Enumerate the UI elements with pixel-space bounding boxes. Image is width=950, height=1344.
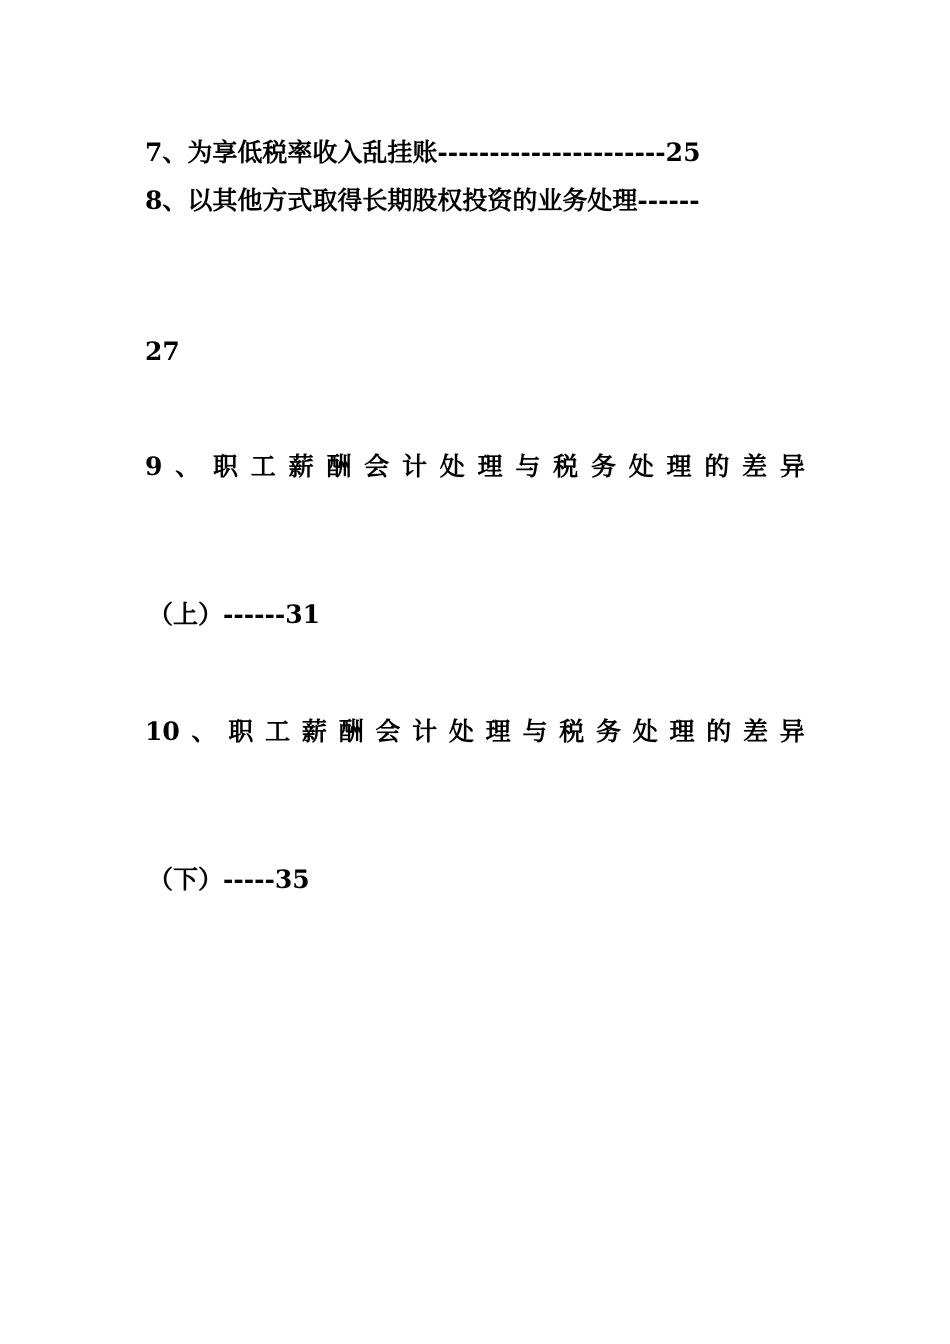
toc-char: 理 (666, 452, 692, 481)
toc-char: 9 (145, 452, 163, 481)
toc-char: 工 (265, 717, 291, 746)
toc-char: 处 (628, 452, 654, 481)
toc-char: 税 (559, 717, 585, 746)
toc-char: 酬 (326, 452, 352, 481)
toc-char: 处 (439, 452, 465, 481)
toc-entry-10-continuation: （下）-----35 (148, 865, 310, 894)
toc-char: 务 (590, 452, 616, 481)
toc-char: 薪 (288, 452, 314, 481)
toc-char: 差 (743, 717, 769, 746)
toc-char: 职 (228, 717, 254, 746)
toc-char: 、 (175, 452, 201, 481)
toc-entry-10 (145, 717, 805, 747)
toc-char: 会 (375, 717, 401, 746)
toc-char: 理 (485, 717, 511, 746)
toc-entry-7: 7、为享低税率收入乱挂账----------------------25 (145, 138, 701, 167)
toc-char: 10 (145, 717, 180, 746)
toc-char: 理 (477, 452, 503, 481)
toc-entry-8: 8、以其他方式取得长期股权投资的业务处理------ (145, 186, 700, 215)
toc-char: 职 (212, 452, 238, 481)
toc-char: 酬 (338, 717, 364, 746)
toc-entry-9-continuation: （上）------31 (148, 600, 321, 629)
toc-entry-8-page: 27 (145, 337, 180, 366)
toc-char: 计 (412, 717, 438, 746)
toc-char: 务 (595, 717, 621, 746)
toc-char: 的 (706, 717, 732, 746)
toc-char: 处 (448, 717, 474, 746)
toc-char: 与 (522, 717, 548, 746)
toc-char: 计 (401, 452, 427, 481)
toc-entry-9 (145, 452, 805, 482)
toc-char: 理 (669, 717, 695, 746)
toc-char: 税 (553, 452, 579, 481)
toc-char: 薪 (301, 717, 327, 746)
toc-char: 差 (742, 452, 768, 481)
toc-char: 工 (250, 452, 276, 481)
toc-char: 会 (364, 452, 390, 481)
toc-char: 异 (779, 717, 805, 746)
toc-char: 异 (779, 452, 805, 481)
toc-char: 的 (704, 452, 730, 481)
toc-char: 与 (515, 452, 541, 481)
toc-char: 、 (191, 717, 217, 746)
toc-char: 处 (632, 717, 658, 746)
